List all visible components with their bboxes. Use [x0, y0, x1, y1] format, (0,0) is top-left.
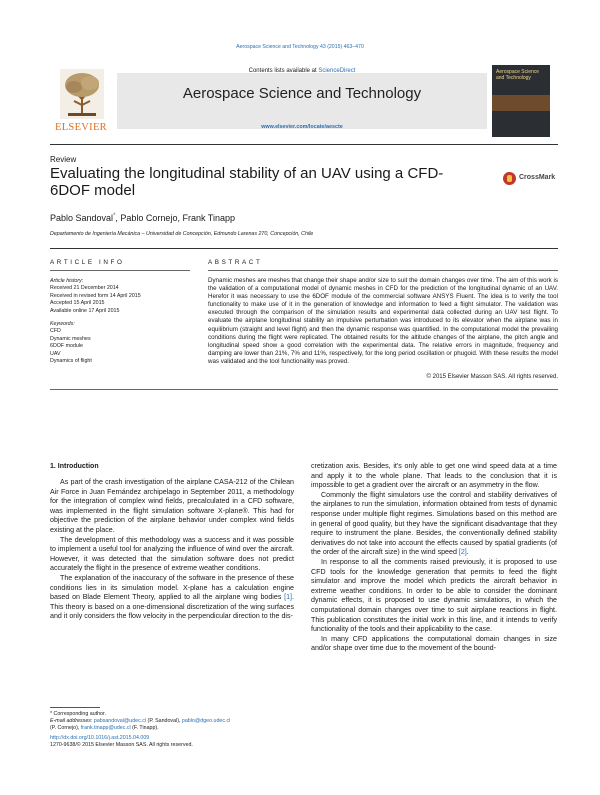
- abstract-copyright: © 2015 Elsevier Masson SAS. All rights reserved.: [426, 374, 558, 380]
- masthead-center-band: [117, 68, 487, 130]
- keyword: Dynamic meshes: [50, 335, 91, 342]
- corresponding-author-mark[interactable]: *: [113, 213, 116, 219]
- paragraph: The development of this methodology was a success and it was possible to implement a useful tool for analyzing the influence of wind over the aircraft. However, it was detected that the simulation software does not predict accurately the flight in the presence of extreme weather conditions.: [50, 535, 294, 573]
- elsevier-tree-icon: [60, 69, 104, 119]
- keyword: 6DOF module: [50, 343, 83, 350]
- abstract-rule: [208, 270, 558, 271]
- co-authors: , Pablo Cornejo, Frank Tinapp: [115, 213, 235, 223]
- doi-link[interactable]: http://dx.doi.org/10.1016/j.ast.2015.04.009: [50, 735, 150, 741]
- cover-band: [492, 95, 550, 111]
- body-right-column: [311, 462, 557, 654]
- body-left-column: [50, 478, 294, 622]
- issn-line: 1270-9638/© 2015 Elsevier Masson SAS. All rights reserved.: [50, 742, 193, 748]
- contents-prefix: Contents lists available at: [248, 68, 319, 74]
- paragraph-text: .: [466, 548, 469, 557]
- history-item: Received in revised form 14 April 2015: [50, 292, 141, 299]
- history-item: Accepted 15 April 2015: [50, 300, 105, 307]
- email-owner: (P. Cornejo),: [50, 725, 81, 731]
- journal-reference[interactable]: Aerospace Science and Technology 43 (2015) 463–470: [236, 44, 364, 50]
- paragraph: [50, 574, 294, 622]
- journal-cover-thumbnail[interactable]: [492, 65, 550, 137]
- email-link[interactable]: pablo@dgeo.udec.cl: [181, 718, 231, 724]
- paragraph-text: Commonly the flight simulators use the control and stability derivatives of the airplanes to run the simulation, information obtained from tests of dynamic response under multiple flight regimes. Simulations based on this method are in general of good quality, but they have the significant disadvantage that they require to instrument the plane. Besides, the conventionally defined stability derivatives do not take into account the effects caused by spatial gradients (of the order of the aircraft size) in the wind speed: [311, 490, 557, 557]
- section-heading: 1. Introduction: [50, 463, 99, 470]
- paragraph: In many CFD applications the computational domain changes in size and/or shape over time due to the movement of the bound-: [311, 634, 557, 653]
- email-line: [50, 725, 300, 732]
- keywords-label: Keywords:: [50, 321, 75, 328]
- journal-homepage: [117, 124, 487, 130]
- affiliation-divider: [50, 248, 558, 249]
- abstract-header: ABSTRACT: [208, 259, 263, 266]
- crossmark-icon: [503, 172, 516, 185]
- email-link[interactable]: frank.tinapp@udec.cl: [80, 725, 131, 731]
- email-owner: (P. Sandoval),: [146, 718, 182, 724]
- paragraph: As part of the crash investigation of the airplane CASA-212 of the Chilean Air Force in Juan Fernández archipelago in September 2011, a methodology for the integration of complex wind fields, precalculated in a CFD software, was implemented in the flight simulation software X-plane®. This had for objective the prediction of the airplane behavior under complex wind fields existing at the place.: [50, 478, 294, 534]
- email-link[interactable]: pabsandoval@udec.cl: [93, 718, 147, 724]
- corresponding-author-note: * Corresponding author.: [50, 711, 106, 717]
- email-owner: (F. Tinapp).: [130, 725, 159, 731]
- abstract-text: Dynamic meshes are meshes that change their shape and/or size to suit the domain changes over time. The aim of this work is the validation of a computational model of dynamic meshes in CFD for the prediction of the longitudinal dynamic of an UAV. Herefor it was necessary to use the 6DOF module of the commercial software ANSYS Fluent. The idea is to verify the tool functionality to make use of it in the generation of knowledge and information to feed a flight simulator. The validation was executed through the comparison of the simulation results and experimental data collected during an UAV test flight. To evaluate the airplane longitudinal stability an impulsive perturbation was introduced to its elevator when the airplane was in equilibrium (straight and level flight) and then the dynamic response was quantified. In the computational model the prevailing conditions during the flight were replicated. The obtained results for the altitude changes of the airplane, the pitch angle and longitudinal speed show a good correlation with the experimental data. The relative errors in magnitude, frequency and damping are lower than 21%, 7% and 11%, respectively, for the long period oscillation or phugoid. With these results the model was validated and the tool functionality was proved.: [208, 277, 558, 365]
- article-title: Evaluating the longitudinal stability of an UAV using a CFD-6DOF model: [50, 165, 444, 199]
- footnote-divider: [50, 707, 100, 708]
- elsevier-logo[interactable]: [50, 65, 112, 137]
- footnotes: [50, 711, 300, 749]
- elsevier-wordmark: ELSEVIER: [55, 122, 107, 133]
- paragraph: [311, 491, 557, 558]
- history-item: Received 21 December 2014: [50, 285, 119, 292]
- journal-name: Aerospace Science and Technology: [182, 85, 422, 102]
- keyword: CFD: [50, 328, 61, 335]
- history-label: Article history:: [50, 278, 84, 284]
- paragraph-text: The explanation of the inaccuracy of the software in the presence of these conditions lies in its simulation model. X-plane has a calculation engine based on Blade Element Theory, applied to all the airplane wing bodies: [50, 573, 294, 602]
- author-list: [50, 213, 235, 223]
- article-info-rule: [50, 270, 190, 271]
- contents-line: [117, 68, 487, 74]
- journal-masthead: [50, 65, 550, 139]
- history-item: Available online 17 April 2015: [50, 307, 120, 314]
- article-info-header: ARTICLE INFO: [50, 259, 125, 266]
- email-label: E-mail addresses:: [50, 718, 94, 724]
- cover-title: Aerospace Science and Technology: [496, 69, 540, 81]
- journal-homepage-link[interactable]: www.elsevier.com/locate/aescte: [261, 124, 343, 130]
- author-name[interactable]: Pablo Sandoval: [50, 213, 114, 223]
- article-type: Review: [50, 155, 77, 164]
- email-line: [50, 718, 300, 725]
- article-info: [50, 278, 190, 365]
- citation-link[interactable]: [2]: [458, 548, 467, 557]
- affiliation: Departamento de Ingeniería Mecánica – Universidad de Concepción, Edmundo Larenas 270, Concepción, Chile: [50, 231, 314, 237]
- paragraph: In response to all the comments raised previously, it is proposed to use CFD tools for the knowledge generation that permits to feed the flight simulator and improve the model which predicts the aircraft behavior in extreme weather conditions. In order to be able to consider the dominant dynamic effects, it is proposed to use dynamic simulations, in which the computational domain changes over time to suit airplane reactions in flight. This publication constitutes the initial work in this line, and it intends to verify functionality of the tools and their applicability to the case.: [311, 557, 557, 634]
- sciencedirect-link[interactable]: ScienceDirect: [318, 68, 356, 74]
- crossmark-label: CrossMark: [519, 174, 556, 181]
- keyword: Dynamics of flight: [50, 358, 92, 365]
- abstract-divider: [50, 389, 558, 390]
- masthead-divider: [50, 144, 558, 145]
- paragraph-text: . This theory is based on a one-dimensional discretization of the wing surfaces and it only considers the flow velocity in the perpendicular direction to the dis-: [50, 593, 294, 621]
- keyword: UAV: [50, 350, 61, 357]
- paragraph: cretization axis. Besides, it's only able to get one wind speed data at a time and apply it to the whole plane. That leads to the conclusion that it is impossible to get a gradient over the aircraft or an asymmetry in the flow.: [311, 462, 557, 490]
- crossmark-badge[interactable]: [503, 172, 555, 186]
- citation-link[interactable]: [1]: [284, 593, 293, 602]
